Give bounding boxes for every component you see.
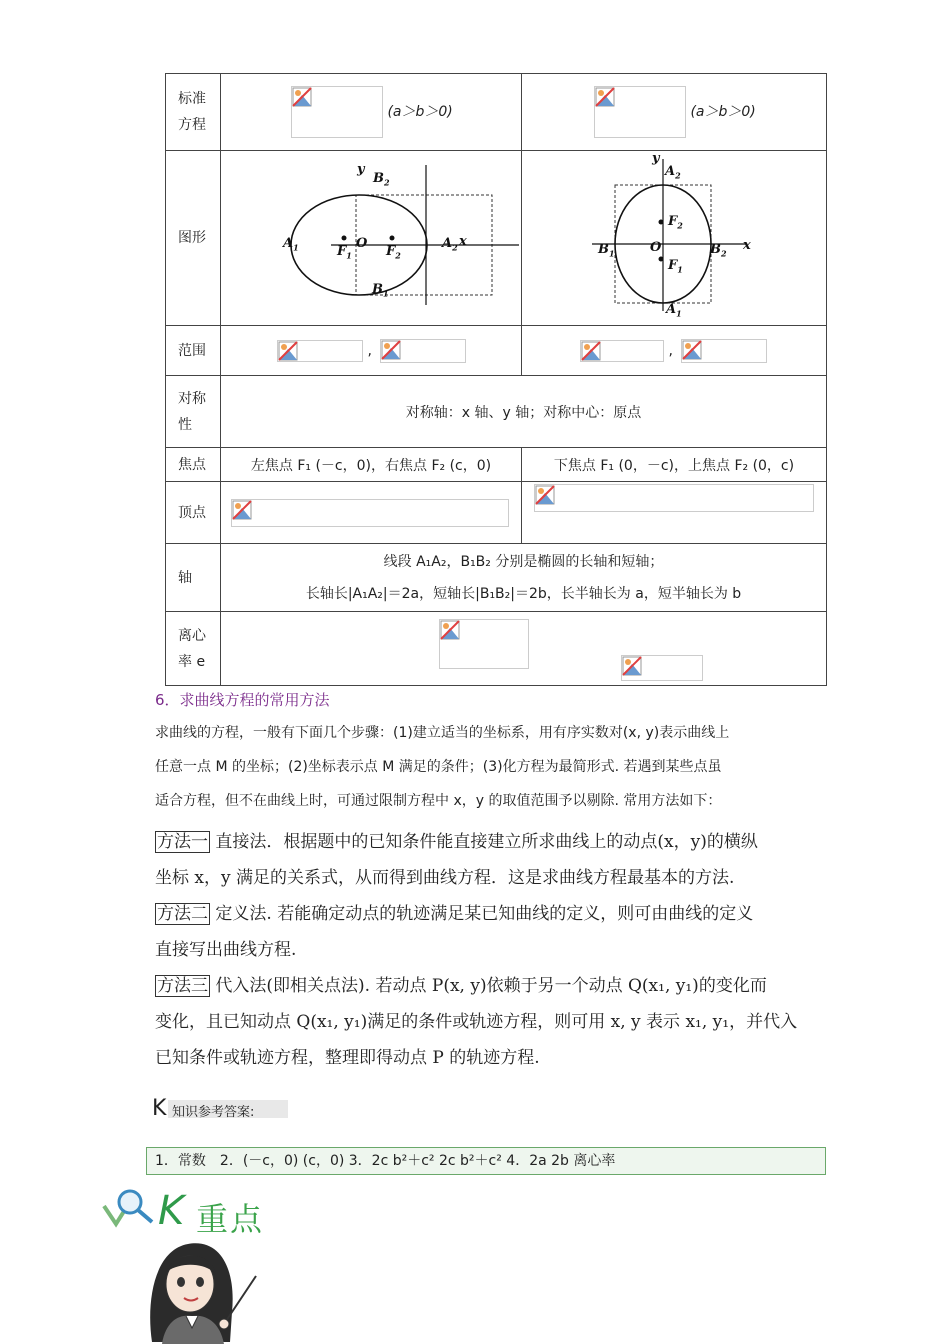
method-2-line-1: 方法二 定义法. 若能确定动点的轨迹满足某已知曲线的定义，则可由曲线的定义	[157, 904, 754, 924]
cell-axis	[221, 544, 827, 612]
method-1-line-1: 方法一 直接法．根据题中的已知条件能直接建立所求曲线上的动点(x，y)的横纵	[157, 832, 758, 852]
methods	[155, 824, 835, 1076]
row-label: 轴	[166, 544, 221, 612]
label-O-right: O	[650, 240, 662, 255]
label-B2-right: $B_2$	[710, 242, 727, 259]
teacher-illustration-icon	[140, 1232, 270, 1344]
logo-k: K	[158, 1188, 185, 1234]
label-F1-right: $F_1$	[668, 258, 683, 275]
method-tag: 方法一	[157, 832, 208, 852]
row-label: 对称 性	[166, 376, 221, 448]
eccentricity-formula	[221, 614, 826, 684]
focus-points	[0, 0, 950, 400]
broken-image-icon	[535, 485, 555, 505]
row-label: 焦点	[166, 448, 221, 482]
focus-point	[390, 236, 395, 241]
row-axis	[166, 544, 827, 612]
method-tag: 方法三	[157, 976, 208, 996]
focus-point	[659, 220, 664, 225]
magnifier-icon	[100, 1184, 160, 1234]
label-y-right: y	[652, 151, 660, 166]
label-F2-right: $F_2$	[668, 214, 683, 231]
row-label: 离心 率 e	[166, 612, 221, 686]
cell-eccentricity	[221, 612, 827, 686]
label-B2: $B_2$	[373, 171, 390, 188]
method-2-line-2: 直接写出曲线方程.	[155, 940, 297, 960]
label-F1: $F_1$	[337, 244, 352, 261]
section-intro: 求曲线的方程，一般有下面几个步骤：(1)建立适当的坐标系，用有序实数对(x, y)表示曲线上 任意一点 M 的坐标；(2)坐标表示点 M 满足的条件；(3)化方程为最简形式. 若遇到某些点虽 适合方程，但不在曲线上时，可通过限制方程中 x，y 的取值范围予以剔除. 常用方法如下：	[155, 725, 730, 809]
label-A1-right: $A_1$	[666, 302, 682, 319]
section-title: 6．求曲线方程的常用方法	[155, 691, 330, 709]
method-3-line-3: 已知条件或轨迹方程，整理即得动点 P 的轨迹方程.	[155, 1048, 540, 1068]
broken-image-icon	[440, 620, 460, 640]
label-x: x	[459, 234, 467, 249]
row-label: 图形	[166, 151, 221, 326]
focus-point	[659, 257, 664, 262]
separator: ,	[367, 342, 372, 359]
focus-point	[342, 236, 347, 241]
axis-line-2: 长轴长|A₁A₂|＝2a，短轴长|B₁B₂|＝2b，长半轴长为 a，短半轴长为 b	[305, 585, 742, 602]
answers-heading: 知识参考答案:	[172, 1105, 255, 1120]
method-tag: 方法二	[157, 904, 208, 924]
image-placeholder	[621, 655, 703, 681]
label-F2: $F_2$	[386, 244, 401, 261]
row-label: 顶点	[166, 482, 221, 544]
row-vertex	[166, 482, 827, 544]
image-placeholder	[231, 499, 509, 527]
label-A2-right: $A_2$	[665, 164, 681, 181]
row-label: 范围	[166, 326, 221, 376]
broken-image-icon	[232, 500, 252, 520]
broken-image-icon	[622, 656, 642, 676]
label-x-right: x	[743, 238, 751, 253]
cell-vertex-vertical	[522, 482, 827, 544]
label-B1: $B_1$	[372, 282, 389, 299]
image-placeholder	[534, 484, 814, 512]
label-y: y	[357, 162, 365, 177]
method-3-line-2: 变化，且已知动点 Q(x₁, y₁)满足的条件或轨迹方程，则可用 x, y 表示 x₁, y₁，并代入	[155, 1012, 798, 1032]
cell-vertex-horizontal	[221, 482, 522, 544]
answers-box: 1．常数 2．(－c，0) (c，0) 3．2c b²＋c² 2c b²＋c² 4．2a 2b 离心率	[146, 1147, 826, 1175]
image-placeholder	[439, 619, 529, 669]
method-3-line-1: 方法三 代入法(即相关点法). 若动点 P(x, y)依赖于另一个动点 Q(x₁, y₁)的变化而	[157, 976, 767, 996]
label-A2: $A_2$	[442, 236, 458, 253]
label-A1: $A_1$	[283, 236, 299, 253]
logo-text: 重点	[196, 1200, 265, 1238]
separator: ,	[668, 342, 673, 359]
label-O: O	[356, 236, 368, 251]
condition-text: (a＞b＞0)	[387, 104, 453, 120]
k-mark: K	[152, 1096, 167, 1121]
method-1-line-2: 坐标 x，y 满足的关系式，从而得到曲线方程．这是求曲线方程最基本的方法.	[155, 868, 735, 888]
cell-foci-horizontal: 左焦点 F₁ (－c，0)，右焦点 F₂ (c，0)	[221, 448, 522, 482]
axis-line-1: 线段 A₁A₂，B₁B₂ 分别是椭圆的长轴和短轴；	[383, 553, 664, 570]
row-label: 标准 方程	[166, 74, 221, 151]
row-foci	[166, 448, 827, 482]
label-B1-right: $B_1$	[598, 242, 615, 259]
cell-foci-vertical: 下焦点 F₁ (0，－c)，上焦点 F₂ (0，c)	[522, 448, 827, 482]
row-eccentricity	[166, 612, 827, 686]
condition-text: (a＞b＞0)	[690, 104, 756, 120]
cell-symmetry: 对称轴：x 轴、y 轴；对称中心：原点	[221, 376, 827, 448]
